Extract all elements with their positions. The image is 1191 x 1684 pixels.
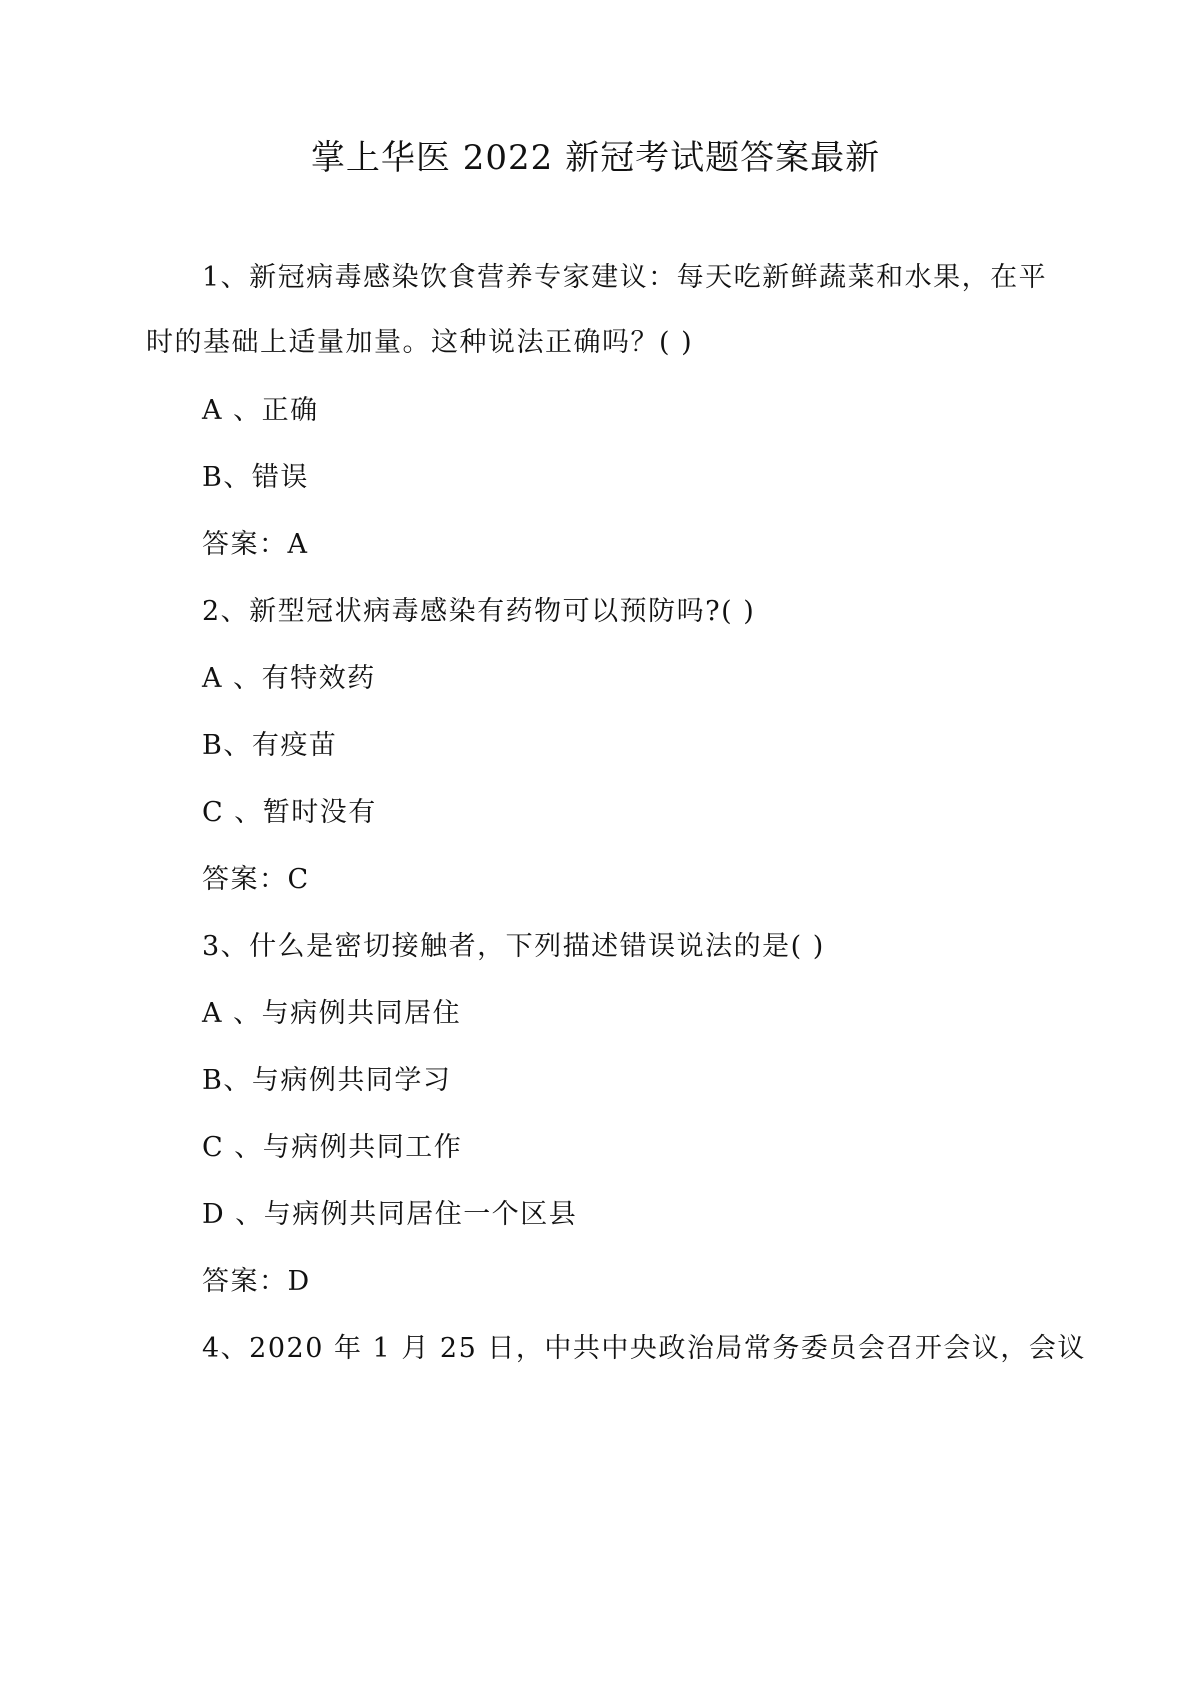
question-4-stem: 4、2020 年 1 月 25 日，中共中央政治局常务委员会召开会议，会议 [202, 1333, 1086, 1364]
question-3-option-a: A 、与病例共同居住 [202, 998, 462, 1029]
question-1-stem-continued: 时的基础上适量加量。这种说法正确吗？( ) [146, 327, 694, 358]
question-2-option-a: A 、有特效药 [202, 663, 376, 694]
question-3-stem: 3、什么是密切接触者，下列描述错误说法的是( ) [202, 931, 825, 962]
question-3-answer: 答案：D [202, 1266, 311, 1297]
question-2-option-b: B、有疫苗 [202, 730, 338, 761]
question-3-option-d: D 、与病例共同居住一个区县 [202, 1199, 578, 1230]
question-1-stem: 1、新冠病毒感染饮食营养专家建议：每天吃新鲜蔬菜和水果，在平 [202, 262, 1048, 293]
question-1-option-a: A 、正确 [202, 395, 319, 426]
question-3-option-b: B、与病例共同学习 [202, 1065, 452, 1096]
question-3-option-c: C 、与病例共同工作 [202, 1132, 463, 1163]
question-2-option-c: C 、暂时没有 [202, 797, 377, 828]
question-1-option-b: B、错误 [202, 462, 309, 493]
question-2-answer: 答案：C [202, 864, 310, 895]
question-1-answer: 答案：A [202, 529, 309, 560]
question-2-stem: 2、新型冠状病毒感染有药物可以预防吗?( ) [202, 596, 756, 627]
document-title: 掌上华医 2022 新冠考试题答案最新 [310, 138, 881, 178]
